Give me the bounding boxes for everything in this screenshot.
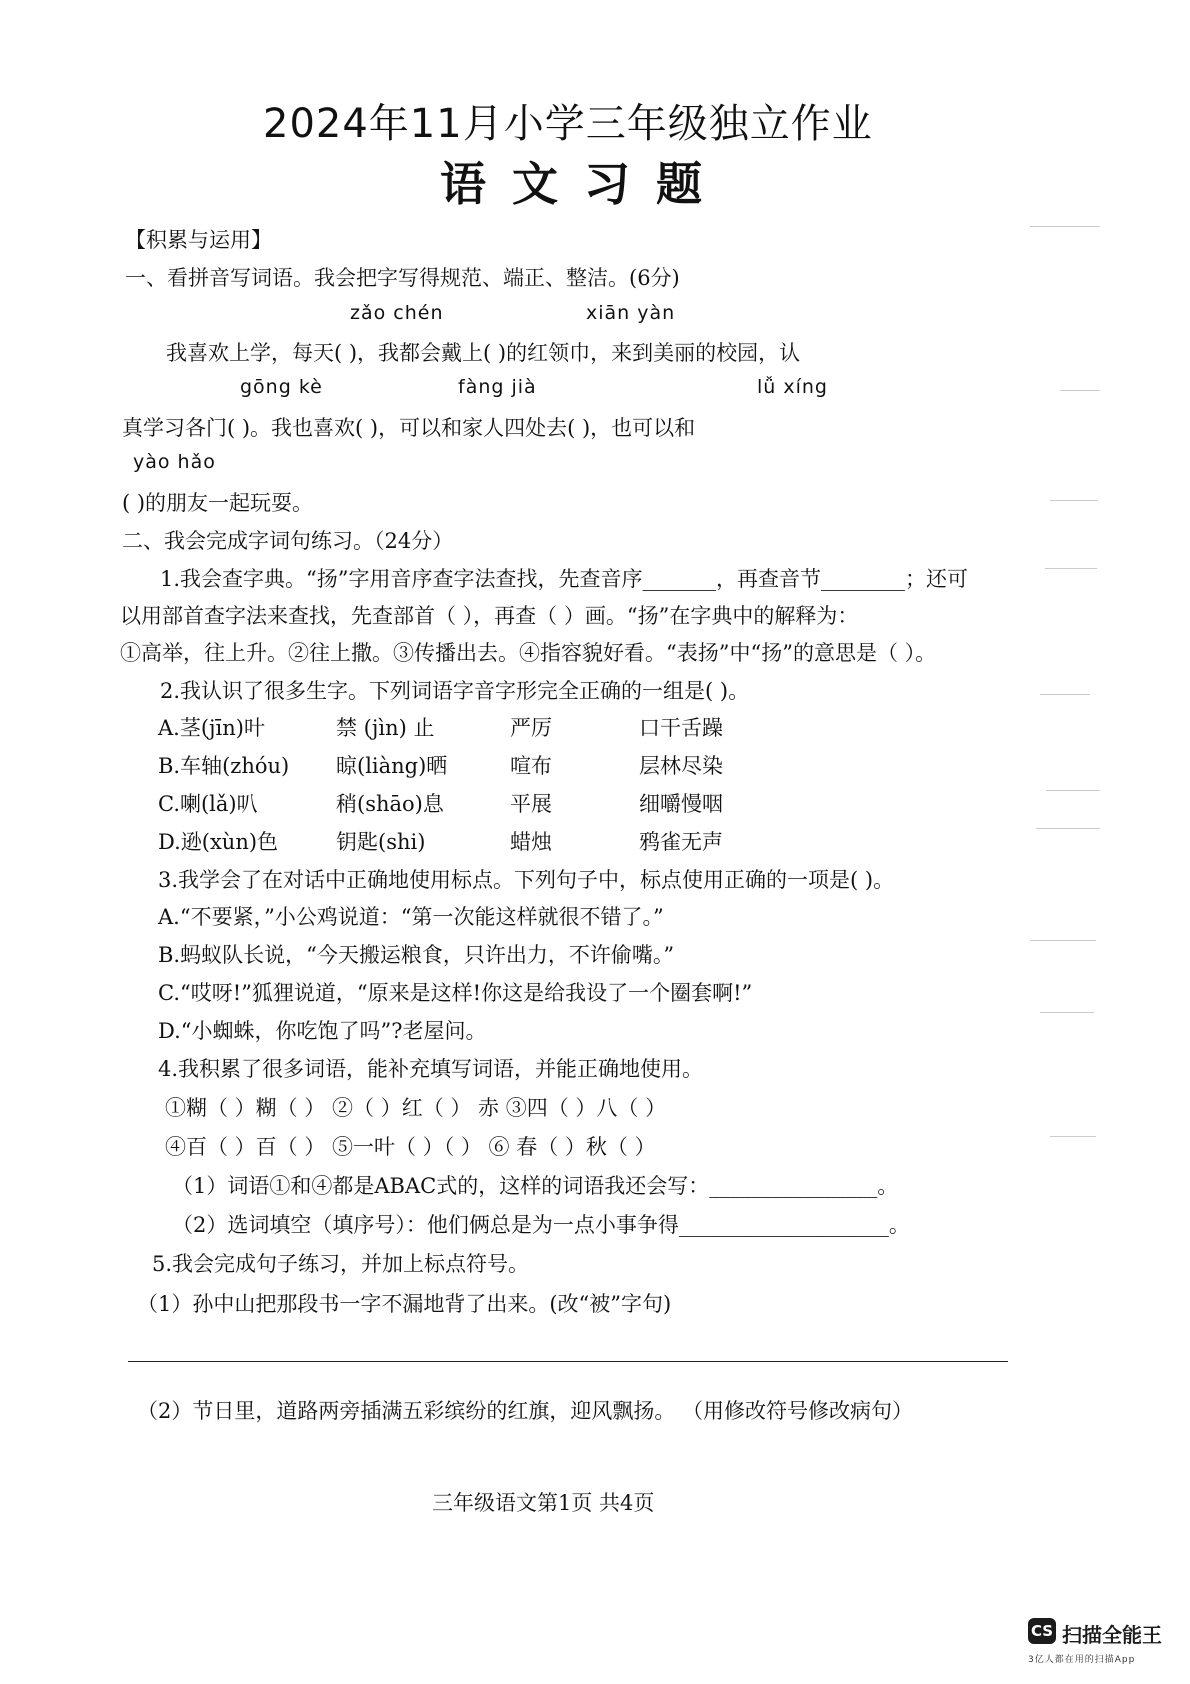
scan-mark — [1046, 790, 1100, 791]
q2-s2-option-d2: 钥匙(shi) — [336, 830, 426, 854]
q2-s3-heading: 3.我学会了在对话中正确地使用标点。下列句子中，标点使用正确的一项是( )。 — [158, 868, 895, 892]
q2-s2-option-d4: 鸦雀无声 — [639, 830, 723, 854]
scan-mark — [1040, 1012, 1094, 1013]
q2-s2-option-a3: 严厉 — [510, 716, 552, 740]
q2-s4-sub-2: （2）选词填空（填序号）：他们俩总是为一点小事争得____________________。 — [172, 1213, 910, 1237]
q2-s2-option-a2: 禁 (jìn) 止 — [336, 716, 435, 740]
q2-s2-option-c4: 细嚼慢咽 — [639, 792, 723, 816]
scanner-logo-icon: CS — [1028, 1618, 1056, 1644]
answer-line — [128, 1361, 1008, 1362]
q2-s2-option-d3: 蜡烛 — [510, 830, 552, 854]
scan-mark — [1030, 940, 1096, 941]
q2-s4-heading: 4.我积累了很多词语，能补充填写词语，并能正确地使用。 — [158, 1057, 704, 1081]
q2-s2-option-d1: D.逊(xùn)色 — [158, 830, 279, 854]
page-subtitle: 语文习题 — [440, 157, 728, 211]
q1-line-3: ( )的朋友一起玩耍。 — [122, 491, 314, 515]
q2-s2-option-a1: A.茎(jīn)叶 — [158, 716, 265, 740]
q2-s3-option-a: A.“不要紧，”小公鸡说道：“第一次能这样就很不错了。” — [158, 905, 664, 929]
q1-pinyin-6: yào hǎo — [133, 451, 216, 473]
scanner-app-name: 扫描全能王 — [1062, 1623, 1162, 1647]
q2-s1-line-3: ①高举，往上升。②往上撒。③传播出去。④指容貌好看。“表扬”中“扬”的意思是（ ）。 — [120, 641, 937, 665]
q2-s4-row-1: ①糊（ ）糊（ ） ②（ ）红（ ） 赤 ③四（ ）八（ ） — [165, 1096, 667, 1120]
q2-s2-option-c1: C.喇(lǎ)叭 — [158, 792, 258, 816]
q1-pinyin-4: fàng jià — [458, 376, 537, 398]
q2-s3-option-d: D.“小蜘蛛，你吃饱了吗”?老屋问。 — [158, 1019, 487, 1043]
q1-heading: 一、看拼音写词语。我会把字写得规范、端正、整洁。(6分) — [125, 266, 680, 290]
q2-s2-option-b3: 喧布 — [510, 754, 552, 778]
page-title: 2024年11月小学三年级独立作业 — [263, 101, 873, 147]
q2-s2-option-b2: 晾(liàng)晒 — [336, 754, 448, 778]
q2-s3-option-b: B.蚂蚁队长说，“今天搬运粮食，只许出力，不许偷嘴。” — [158, 943, 675, 967]
q2-s1-line-1: 1.我会查字典。“扬”字用音序查字法查找，先查音序_______，再查音节________；还可 — [160, 567, 969, 591]
section-label: 【积累与运用】 — [125, 228, 272, 252]
q2-s5-sub-1: （1）孙中山把那段书一字不漏地背了出来。(改“被”字句) — [137, 1292, 672, 1316]
page-footer: 三年级语文第1页 共4页 — [432, 1491, 655, 1515]
scan-mark — [1030, 226, 1100, 227]
q2-s1-line-2: 以用部首查字法来查找，先查部首（ ），再查（ ）画。“扬”在字典中的解释为： — [120, 604, 859, 628]
q1-pinyin-5: lǚ xíng — [757, 376, 828, 398]
scan-mark — [1050, 1136, 1096, 1137]
q2-s2-option-c2: 稍(shāo)息 — [336, 792, 444, 816]
q1-line-1: 我喜欢上学，每天( )，我都会戴上( )的红领巾，来到美丽的校园，认 — [166, 341, 801, 365]
scan-mark — [1036, 828, 1100, 829]
scan-mark — [1060, 390, 1100, 391]
q2-s2-option-c3: 平展 — [510, 792, 552, 816]
q1-pinyin-1: zǎo chén — [350, 302, 444, 324]
q2-heading: 二、我会完成字词句练习。（24分） — [122, 529, 454, 553]
scanner-app-tagline: 3亿人都在用的扫描App — [1028, 1655, 1136, 1665]
q1-pinyin-3: gōng kè — [240, 376, 323, 398]
q2-s4-sub-1: （1）词语①和④都是ABAC式的，这样的词语我还会写：________________。 — [172, 1174, 899, 1198]
q2-s5-sub-2: （2）节日里，道路两旁插满五彩缤纷的红旗，迎风飘扬。 （用修改符号修改病句） — [137, 1399, 914, 1423]
q2-s2-option-a4: 口干舌躁 — [639, 716, 723, 740]
q2-s3-option-c: C.“哎呀!”狐狸说道，“原来是这样!你这是给我设了一个圈套啊!” — [158, 981, 753, 1005]
scan-mark — [1050, 500, 1098, 501]
q2-s2-heading: 2.我认识了很多生字。下列词语字音字形完全正确的一组是( )。 — [160, 679, 750, 703]
scan-mark — [1045, 568, 1097, 569]
q1-line-2: 真学习各门( )。我也喜欢( )，可以和家人四处去( )，也可以和 — [122, 416, 696, 440]
q1-pinyin-2: xiān yàn — [586, 302, 676, 324]
q2-s2-option-b4: 层林尽染 — [639, 754, 723, 778]
q2-s2-option-b1: B.车轴(zhóu) — [158, 754, 290, 778]
q2-s5-heading: 5.我会完成句子练习，并加上标点符号。 — [152, 1252, 530, 1276]
scan-mark — [1040, 694, 1090, 695]
q2-s4-row-2: ④百（ ）百（ ） ⑤一叶（ ）（ ） ⑥ 春（ ）秋（ ） — [165, 1135, 656, 1159]
